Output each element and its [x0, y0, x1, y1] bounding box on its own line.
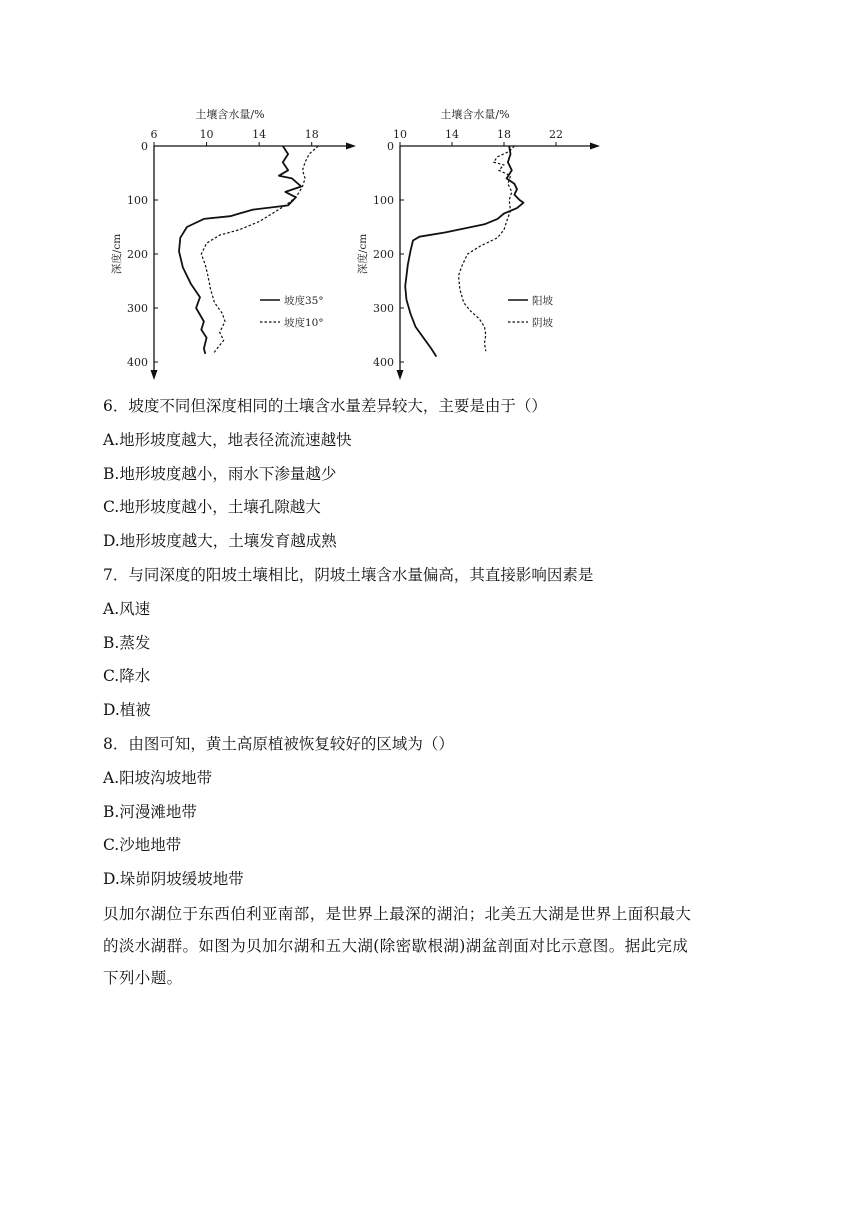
question-8-option-a: A.阳坡沟坡地带 [103, 768, 213, 787]
soil-moisture-chart-2 [356, 107, 600, 380]
question-8-option-c: C.沙地地带 [103, 836, 182, 855]
y-tick-label: 400 [373, 356, 394, 369]
legend-label: 坡度35° [284, 295, 324, 307]
y-tick-label: 100 [127, 194, 148, 207]
series-line-2 [459, 146, 515, 351]
y-axis-label: 深度/cm [357, 233, 369, 275]
series-line-1 [179, 146, 301, 354]
reading-passage [103, 898, 763, 994]
legend-label: 坡度10° [284, 317, 324, 329]
question-7-stem: 7．与同深度的阳坡土壤相比，阴坡土壤含水量偏高，其直接影响因素是 [103, 565, 594, 584]
passage-line: 的淡水湖群。如图为贝加尔湖和五大湖(除密歇根湖)湖盆剖面对比示意图。据此完成 [103, 937, 689, 955]
question-6-option-c: C.地形坡度越小，土壤孔隙越大 [103, 498, 321, 517]
question-7-option-d: D.植被 [103, 701, 151, 720]
question-6-option-d: D.地形坡度越大，土壤发育越成熟 [103, 532, 337, 551]
chart-title: 土壤含水量/% [440, 108, 510, 121]
soil-moisture-chart-1 [110, 107, 356, 380]
question-7-option-c: C.降水 [103, 667, 151, 686]
x-tick-label: 22 [549, 128, 563, 141]
question-8-option-b: B.河漫滩地带 [103, 802, 197, 821]
series-line-1 [405, 146, 523, 357]
y-tick-label: 400 [127, 356, 148, 369]
x-tick-label: 10 [393, 128, 407, 141]
question-6-option-b: B.地形坡度越小，雨水下渗量越少 [103, 464, 337, 483]
y-tick-label: 200 [127, 248, 148, 261]
soil-moisture-figure [110, 100, 610, 390]
question-8-option-d: D.垛峁阴坡缓坡地带 [103, 870, 244, 889]
question-7-option-a: A.风速 [103, 599, 151, 618]
y-axis-arrow [397, 370, 404, 380]
legend-label: 阳坡 [532, 295, 553, 307]
question-8-stem: 8．由图可知，黄土高原植被恢复较好的区域为（） [103, 734, 454, 753]
y-tick-label: 200 [373, 248, 394, 261]
y-tick-label: 300 [373, 302, 394, 315]
x-tick-label: 6 [150, 128, 158, 141]
y-tick-label: 300 [127, 302, 148, 315]
question-7-option-b: B.蒸发 [103, 633, 151, 652]
passage-line: 下列小题。 [103, 969, 183, 987]
legend-label: 阴坡 [532, 317, 553, 329]
x-tick-label: 14 [445, 128, 459, 141]
question-6-stem: 6．坡度不同但深度相同的土壤含水量差异较大，主要是由于（） [103, 397, 547, 415]
y-axis-arrow [151, 370, 158, 380]
chart-title: 土壤含水量/% [195, 108, 265, 121]
x-tick-label: 18 [497, 128, 511, 141]
question-6-option-a: A.地形坡度越大，地表径流流速越快 [103, 430, 352, 449]
x-axis-arrow [346, 143, 356, 150]
soil-moisture-charts-svg [110, 100, 610, 390]
x-axis-arrow [590, 143, 600, 150]
x-tick-label: 10 [199, 128, 214, 141]
y-tick-label: 100 [373, 194, 394, 207]
question-list [103, 396, 763, 903]
y-tick-label: 0 [387, 140, 394, 153]
y-axis-label: 深度/cm [111, 233, 123, 275]
x-tick-label: 14 [252, 128, 267, 141]
x-tick-label: 18 [304, 128, 319, 141]
y-tick-label: 0 [141, 140, 148, 153]
passage-line: 贝加尔湖位于东西伯利亚南部，是世界上最深的湖泊；北美五大湖是世界上面积最大 [103, 905, 692, 923]
